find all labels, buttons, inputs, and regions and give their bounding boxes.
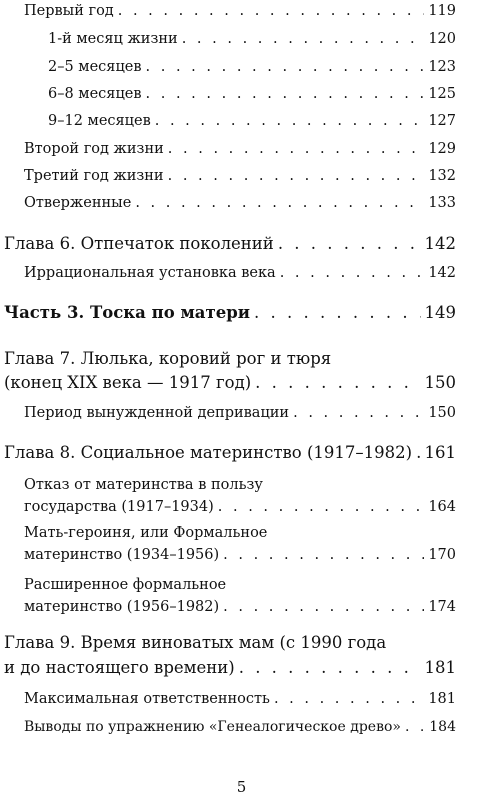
leader-dots [155,113,425,129]
toc-entry-line: Расширенное формальное [24,577,227,593]
leader-dots [278,234,421,253]
leader-dots [223,547,424,563]
toc-entry-page: 119 [428,3,456,19]
toc-entry-page: 184 [429,719,456,735]
toc-entry[interactable] [24,547,456,563]
leader-dots [416,443,420,462]
leader-dots [274,691,424,707]
toc-entry-title: Период вынужденной депривации [24,405,290,421]
toc-entry-title: Глава 8. Социальное материнство (1917–1982) [4,443,413,462]
leader-dots [405,719,425,735]
toc-entry[interactable] [24,195,456,211]
toc-entry[interactable] [24,691,456,707]
toc-entry-title: материнство (1934–1956) [24,547,220,563]
toc-entry-page: 164 [428,499,456,515]
toc-entry-page: 150 [424,373,456,392]
toc-entry-title: 2–5 месяцев [48,59,142,75]
toc-entry[interactable] [24,499,456,515]
leader-dots [293,405,424,421]
toc-entry-page: 161 [424,443,456,462]
toc-entry[interactable] [24,3,456,19]
leader-dots [254,303,421,322]
toc-entry-page: 149 [424,303,456,322]
toc-chapter-entry[interactable] [4,443,456,462]
toc-entry-title: Отверженные [24,195,132,211]
toc-entry-page: 181 [428,691,456,707]
leader-dots [118,3,425,19]
toc-entry-title: 1-й месяц жизни [48,31,178,47]
toc-entry[interactable] [24,265,456,281]
toc-entry-line: Мать-героиня, или Формальное [24,525,268,541]
toc-entry-page: 132 [428,168,456,184]
page-number: 5 [236,778,247,796]
toc-chapter-entry[interactable] [4,658,456,677]
toc-entry-page: 142 [424,234,456,253]
toc-entry-line: Глава 7. Люлька, коровий рог и тюря [4,349,332,368]
toc-entry-page: 120 [428,31,456,47]
toc-entry-title: Часть 3. Тоска по матери [4,303,250,322]
leader-dots [239,658,421,677]
toc-entry-title: материнство (1956–1982) [24,599,220,615]
toc-entry-title: Второй год жизни [24,141,164,157]
toc-entry[interactable] [24,141,456,157]
leader-dots [146,59,425,75]
toc-entry-title: Глава 6. Отпечаток поколений [4,234,274,253]
toc-entry-title: Выводы по упражнению «Генеалогическое древо» [24,719,401,735]
toc-entry-page: 150 [428,405,456,421]
toc-entry-title: государства (1917–1934) [24,499,214,515]
toc-entry-page: 174 [428,599,456,615]
leader-dots [182,31,425,47]
toc-entry[interactable] [48,59,456,75]
leader-dots [168,141,425,157]
toc-entry[interactable] [48,86,456,102]
toc-entry-title: 6–8 месяцев [48,86,142,102]
toc-entry[interactable] [24,405,456,421]
toc-part-entry[interactable] [4,303,456,322]
toc-entry-title: Первый год [24,3,114,19]
toc-entry-line: Отказ от материнства в пользу [24,477,263,493]
toc-entry-title: Максимальная ответственность [24,691,270,707]
toc-entry[interactable] [48,31,456,47]
toc-entry-page: 181 [424,658,456,677]
toc-entry-title: (конец XIX века — 1917 год) [4,373,252,392]
toc-entry[interactable] [48,113,456,129]
toc-entry-title: и до настоящего времени) [4,658,235,677]
leader-dots [135,195,424,211]
toc-entry-page: 129 [428,141,456,157]
toc-entry-page: 125 [428,86,456,102]
toc-entry-page: 133 [428,195,456,211]
toc-entry-title: Третий год жизни [24,168,164,184]
toc-entry[interactable] [24,599,456,615]
toc-entry-page: 170 [428,547,456,563]
toc-chapter-entry[interactable] [4,234,456,253]
leader-dots [255,373,420,392]
leader-dots [223,599,424,615]
toc-entry-title: Иррациональная установка века [24,265,276,281]
toc-chapter-entry[interactable] [4,373,456,392]
toc-entry-page: 123 [428,59,456,75]
toc-entry-title: 9–12 месяцев [48,113,151,129]
toc-entry-line: Глава 9. Время виноватых мам (с 1990 года [4,633,387,652]
toc-entry[interactable] [24,168,456,184]
leader-dots [218,499,425,515]
leader-dots [280,265,425,281]
leader-dots [168,168,425,184]
toc-entry-page: 127 [428,113,456,129]
toc-entry[interactable] [24,719,456,735]
leader-dots [146,86,425,102]
toc-entry-page: 142 [428,265,456,281]
